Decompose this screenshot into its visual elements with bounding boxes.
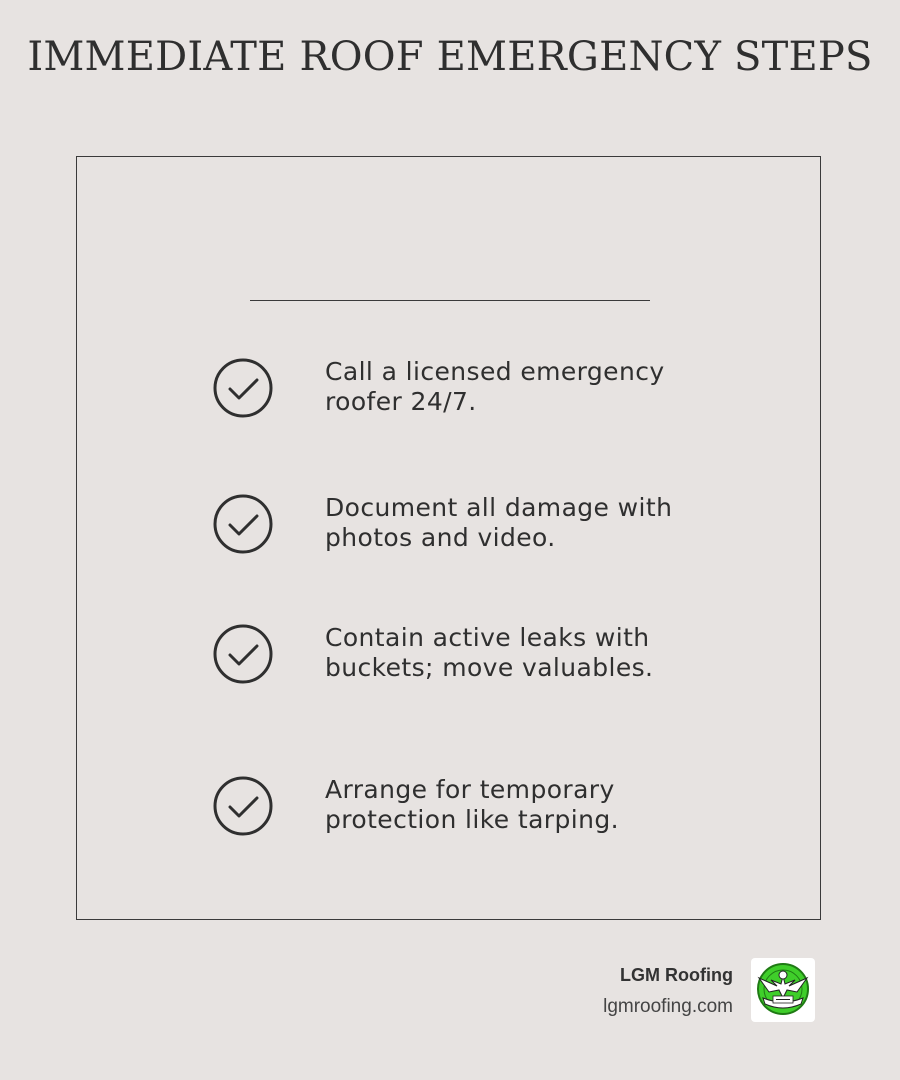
step-text — [325, 623, 725, 683]
step-text-line: Document all damage with — [325, 493, 673, 522]
step-text-line: Arrange for temporary — [325, 775, 615, 804]
check-circle-icon — [212, 493, 274, 555]
step-text-line: Contain active leaks with — [325, 623, 650, 652]
lgm-eagle-logo-icon — [751, 958, 815, 1022]
check-circle-icon — [212, 775, 274, 837]
step-text — [325, 775, 725, 835]
step-item — [212, 623, 732, 687]
step-item — [212, 493, 732, 557]
step-text-line: buckets; move valuables. — [325, 653, 654, 682]
brand-name: LGM Roofing — [620, 965, 733, 985]
step-item — [212, 775, 732, 839]
step-item — [212, 357, 732, 421]
check-circle-icon — [212, 357, 274, 419]
divider — [250, 300, 650, 301]
check-circle-icon — [212, 623, 274, 685]
step-text-line: protection like tarping. — [325, 805, 619, 834]
brand-url-link[interactable]: lgmroofing.com — [603, 996, 733, 1017]
step-text-line: Call a licensed emergency — [325, 357, 665, 386]
step-text — [325, 357, 725, 417]
step-text-line: roofer 24/7. — [325, 387, 477, 416]
step-text-line: photos and video. — [325, 523, 556, 552]
page-title: IMMEDIATE ROOF EMERGENCY STEPS — [27, 34, 873, 80]
step-text — [325, 493, 725, 553]
